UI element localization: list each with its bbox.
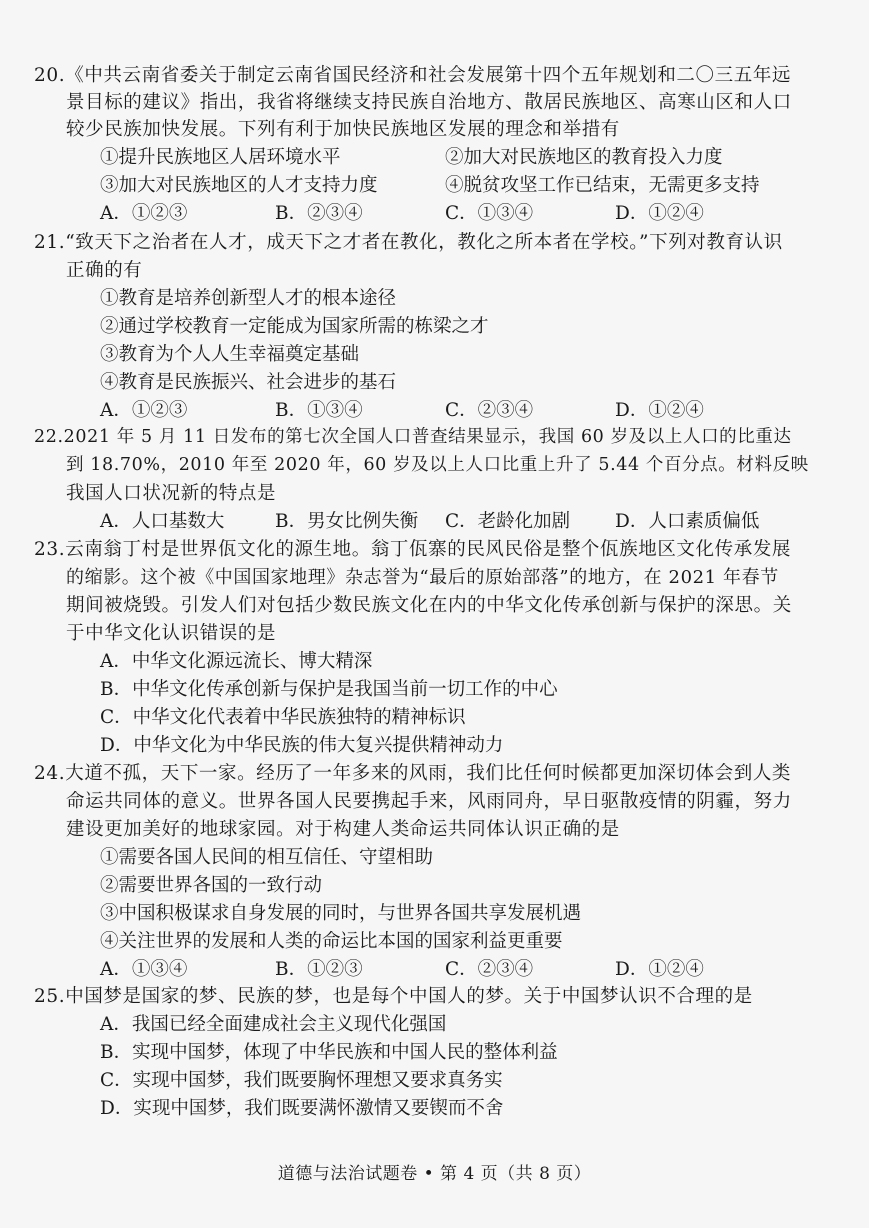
q21-item-3: ③教育为个人人生幸福奠定基础 — [100, 344, 360, 365]
q23-option-c[interactable]: C．中华文化代表着中华民族独特的精神标识 — [100, 707, 466, 728]
q21-option-c[interactable]: C．②③④ — [445, 400, 534, 421]
q24-line-2: 命运共同体的意义。世界各国人民要携起手来，风雨同舟，早日驱散疫情的阴霾，努力 — [66, 791, 792, 812]
q23-option-d[interactable]: D．中华文化为中华民族的伟大复兴提供精神动力 — [100, 735, 504, 756]
q21-option-b[interactable]: B．①③④ — [275, 400, 363, 421]
q20-line-1: 20.《中共云南省委关于制定云南省国民经济和社会发展第十四个五年规划和二〇三五年远 — [34, 65, 792, 86]
q22-number: 22. — [34, 427, 64, 447]
q24-number: 24. — [34, 763, 66, 784]
q20-item-2: ②加大对民族地区的教育投入力度 — [445, 147, 723, 168]
q20-item-1: ①提升民族地区人居环境水平 — [100, 147, 341, 168]
q20-item-3: ③加大对民族地区的人才支持力度 — [100, 175, 378, 196]
q24-option-a[interactable]: A．①③④ — [100, 959, 188, 980]
q20-option-d[interactable]: D．①②④ — [615, 203, 704, 224]
q23-option-b[interactable]: B．中华文化传承创新与保护是我国当前一切工作的中心 — [100, 679, 558, 700]
q20-item-4: ④脱贫攻坚工作已结束，无需更多支持 — [445, 175, 760, 196]
q21-item-4: ④教育是民族振兴、社会进步的基石 — [100, 372, 397, 393]
q21-number: 21. — [34, 232, 66, 253]
q20-line-2: 景目标的建议》指出，我省将继续支持民族自治地方、散居民族地区、高寒山区和人口 — [66, 92, 792, 113]
q23-line-2: 的缩影。这个被《中国国家地理》杂志誉为“最后的原始部落”的地方，在 2021 年春节 — [66, 567, 779, 588]
q24-option-b[interactable]: B．①②③ — [275, 959, 363, 980]
q22-option-a[interactable]: A．人口基数大 — [100, 511, 225, 532]
q24-item-4: ④关注世界的发展和人类的命运比本国的国家利益更重要 — [100, 931, 563, 952]
q24-line-3: 建设更加美好的地球家园。对于构建人类命运共同体认识正确的是 — [66, 819, 620, 840]
q21-line-2: 正确的有 — [66, 260, 143, 281]
q25-option-c[interactable]: C．实现中国梦，我们既要胸怀理想又要求真务实 — [100, 1070, 503, 1091]
q21-option-a[interactable]: A．①②③ — [100, 400, 188, 421]
q25-line-1: 25.中国梦是国家的梦、民族的梦，也是每个中国人的梦。关于中国梦认识不合理的是 — [34, 986, 753, 1007]
q23-line-4: 于中华文化认识错误的是 — [66, 623, 277, 644]
q24-option-d[interactable]: D．①②④ — [615, 959, 704, 980]
q22-line-1: 22.2021 年 5 月 11 日发布的第七次全国人口普查结果显示，我国 60 岁及以上人口的比重达 — [34, 427, 792, 447]
q24-item-1: ①需要各国人民间的相互信任、守望相助 — [100, 847, 434, 868]
q21-option-d[interactable]: D．①②④ — [615, 400, 704, 421]
q25-option-b[interactable]: B．实现中国梦，体现了中华民族和中国人民的整体利益 — [100, 1042, 558, 1063]
q25-option-d[interactable]: D．实现中国梦，我们既要满怀激情又要锲而不舍 — [100, 1098, 504, 1119]
q23-number: 23. — [34, 539, 66, 560]
q21-line-1: 21.“致天下之治者在人才，成天下之才者在教化，教化之所本者在学校。”下列对教育认识 — [34, 232, 783, 253]
q24-option-c[interactable]: C．②③④ — [445, 959, 534, 980]
q23-option-a[interactable]: A．中华文化源远流长、博大精深 — [100, 651, 373, 672]
q22-option-c[interactable]: C．老龄化加剧 — [445, 511, 571, 532]
q24-item-3: ③中国积极谋求自身发展的同时，与世界各国共享发展机遇 — [100, 903, 582, 924]
q23-line-1: 23.云南翁丁村是世界佤文化的源生地。翁丁佤寨的民风民俗是整个佤族地区文化传承发展 — [34, 539, 792, 560]
q21-item-1: ①教育是培养创新型人才的根本途径 — [100, 288, 397, 309]
q22-line-3: 我国人口状况新的特点是 — [66, 483, 277, 504]
q25-option-a[interactable]: A．我国已经全面建成社会主义现代化强国 — [100, 1014, 447, 1035]
q24-line-1: 24.大道不孤，天下一家。经历了一年多来的风雨，我们比任何时候都更加深切体会到人类 — [34, 763, 792, 784]
q22-line-2: 到 18.70%，2010 年至 2020 年，60 岁及以上人口比重上升了 5.44 个百分点。材料反映 — [66, 455, 809, 475]
q20-option-b[interactable]: B．②③④ — [275, 203, 363, 224]
q22-option-d[interactable]: D．人口素质偏低 — [615, 511, 760, 532]
q20-line-3: 较少民族加快发展。下列有利于加快民族地区发展的理念和举措有 — [66, 119, 620, 140]
q21-item-2: ②通过学校教育一定能成为国家所需的栋梁之才 — [100, 316, 489, 337]
q22-option-b[interactable]: B．男女比例失衡 — [275, 511, 419, 532]
q20-option-c[interactable]: C．①③④ — [445, 203, 534, 224]
q24-item-2: ②需要世界各国的一致行动 — [100, 875, 323, 896]
q20-number: 20. — [34, 65, 66, 86]
page-footer: 道德与法治试题卷 • 第 4 页（共 8 页） — [277, 1164, 592, 1184]
q20-option-a[interactable]: A．①②③ — [100, 203, 188, 224]
q23-line-3: 期间被烧毁。引发人们对包括少数民族文化在内的中华文化传承创新与保护的深思。关 — [66, 595, 792, 616]
q25-number: 25. — [34, 986, 66, 1007]
